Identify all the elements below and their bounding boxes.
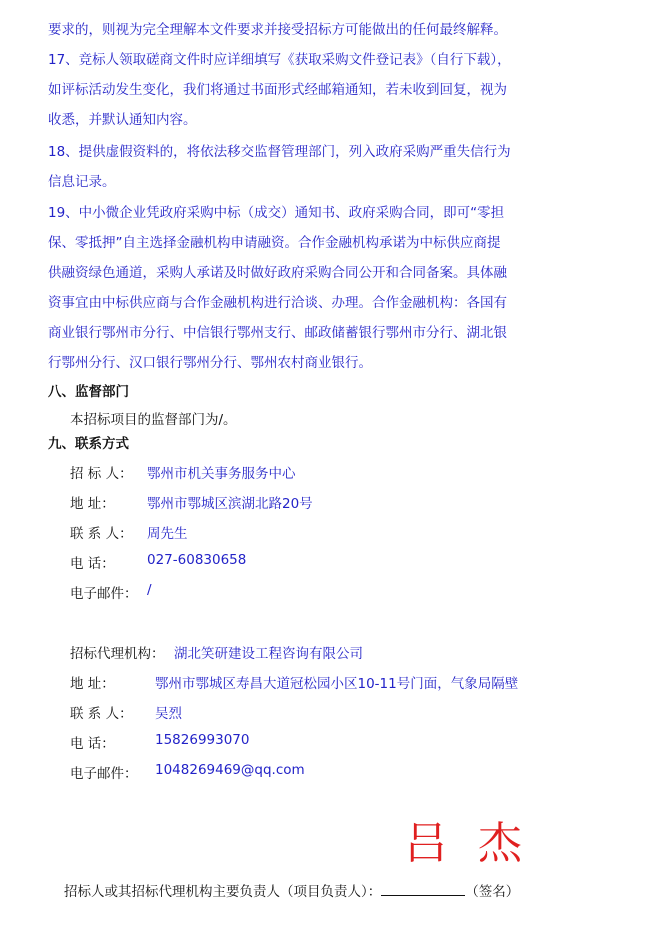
clause-19-line-5: 商业银行鄂州市分行、中信银行鄂州支行、邮政储蓄银行鄂州市分行、湖北银 bbox=[48, 325, 507, 341]
clause-19-line-3: 供融资绿色通道，采购人承诺及时做好政府采购合同公开和合同备案。具体融 bbox=[48, 265, 507, 281]
agency-contact-label: 联 系 人： bbox=[70, 706, 133, 722]
signature-char-2: 杰 bbox=[478, 818, 522, 869]
clause-19-line-1: 19、中小微企业凭政府采购中标（成交）通知书、政府采购合同，即可“零担 bbox=[48, 205, 505, 221]
tenderer-contact: 周先生 bbox=[147, 526, 188, 542]
signature-line bbox=[64, 880, 519, 900]
signature-blank bbox=[381, 882, 465, 896]
agency-phone-label: 电 话： bbox=[70, 736, 115, 752]
tenderer-contact-label: 联 系 人： bbox=[70, 526, 133, 542]
section-9-heading: 九、联系方式 bbox=[48, 436, 129, 452]
signature-label: 招标人或其招标代理机构主要负责人（项目负责人）： bbox=[64, 884, 382, 900]
clause-17-line-1: 17、竞标人领取磋商文件时应详细填写《获取采购文件登记表》（自行下载）， bbox=[48, 52, 511, 68]
section-8-heading: 八、监督部门 bbox=[48, 384, 129, 400]
tenderer-email-label: 电子邮件： bbox=[70, 586, 138, 602]
agency-contact: 吴烈 bbox=[155, 706, 182, 722]
clause-18-line-1: 18、提供虚假资料的，将依法移交监督管理部门，列入政府采购严重失信行为 bbox=[48, 144, 511, 160]
paragraph-line: 要求的，则视为完全理解本文件要求并接受招标方可能做出的任何最终解释。 bbox=[48, 22, 507, 38]
tenderer-phone-label: 电 话： bbox=[70, 556, 115, 572]
agency-address: 鄂州市鄂城区寿昌大道冠松园小区10-11号门面，气象局隔壁 bbox=[155, 676, 519, 692]
signature-char-1: 吕 bbox=[404, 818, 448, 869]
tenderer-email: / bbox=[147, 582, 152, 598]
clause-19-line-6: 行鄂州分行、汉口银行鄂州分行、鄂州农村商业银行。 bbox=[48, 355, 372, 371]
section-8-text: 本招标项目的监督部门为/。 bbox=[70, 412, 237, 428]
clause-17-line-2: 如评标活动发生变化，我们将通过书面形式经邮箱通知，若未收到回复，视为 bbox=[48, 82, 507, 98]
clause-19-line-2: 保、零抵押”自主选择金融机构申请融资。合作金融机构承诺为中标供应商提 bbox=[48, 235, 501, 251]
signature-suffix: （签名） bbox=[465, 884, 520, 900]
tenderer-address: 鄂州市鄂城区滨湖北路20号 bbox=[147, 496, 313, 512]
clause-18-line-2: 信息记录。 bbox=[48, 174, 116, 190]
tenderer-address-label: 地 址： bbox=[70, 496, 115, 512]
clause-19-line-4: 资事宜由中标供应商与合作金融机构进行洽谈、办理。合作金融机构：各国有 bbox=[48, 295, 507, 311]
agency-name-label: 招标代理机构： bbox=[70, 646, 165, 662]
agency-email-label: 电子邮件： bbox=[70, 766, 138, 782]
agency-address-label: 地 址： bbox=[70, 676, 115, 692]
agency-phone: 15826993070 bbox=[155, 732, 250, 748]
agency-email: 1048269469@qq.com bbox=[155, 762, 305, 778]
tenderer-name-label: 招 标 人： bbox=[70, 466, 133, 482]
tenderer-name: 鄂州市机关事务服务中心 bbox=[147, 466, 296, 482]
tenderer-phone: 027-60830658 bbox=[147, 552, 247, 568]
clause-17-line-3: 收悉，并默认通知内容。 bbox=[48, 112, 197, 128]
agency-name: 湖北笑研建设工程咨询有限公司 bbox=[174, 646, 363, 662]
